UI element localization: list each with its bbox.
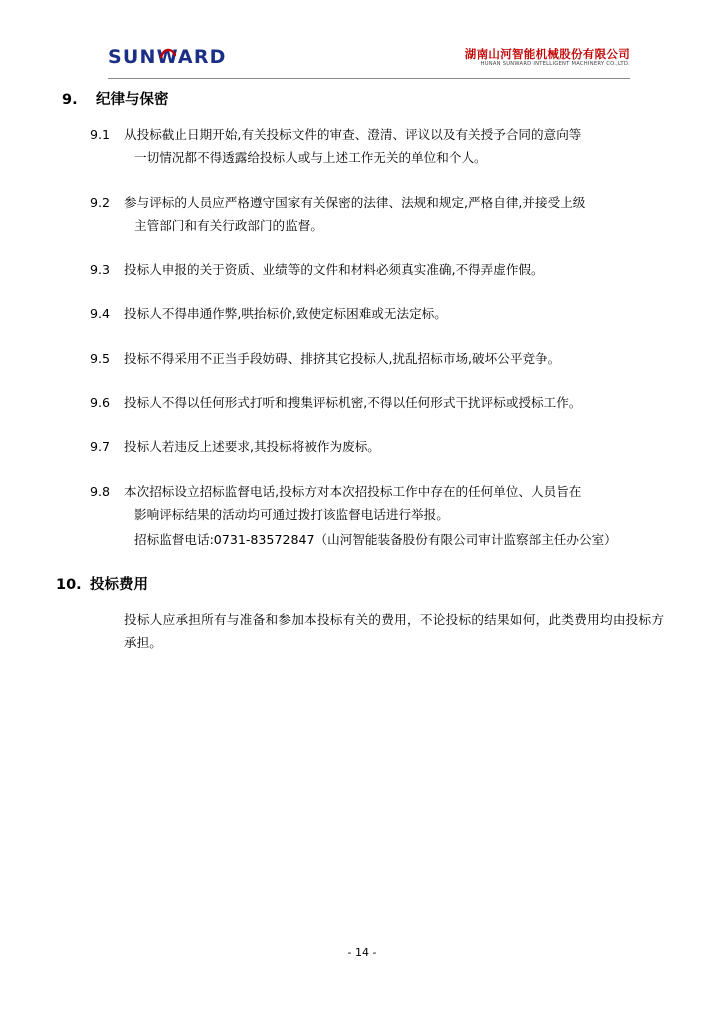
company-logo (108, 48, 227, 67)
clause-number: 9.1 (90, 127, 111, 142)
clause-text (124, 391, 666, 414)
clause-line: 主管部门和有关行政部门的监督。 (134, 217, 323, 233)
clause-9-4 (62, 302, 666, 325)
company-name-block (465, 48, 630, 68)
clause-9-7 (62, 435, 666, 458)
swoosh-icon (160, 46, 176, 62)
company-name-cn: 湖南山河智能机械股份有限公司 (464, 47, 630, 61)
clause-line: 投标人不得以任何形式打听和搜集评标机密,不得以任何形式干扰评标或授标工作。 (124, 395, 582, 411)
document-body (56, 88, 666, 655)
page-number: - 14 - (347, 946, 377, 959)
clause-text (124, 347, 666, 370)
section-heading-10 (56, 573, 666, 594)
clause-line: 本次招标设立招标监督电话,投标方对本次招投标工作中存在的任何单位、人员旨在 (124, 483, 582, 499)
section-9-title: 纪律与保密 (96, 92, 169, 108)
clause-line: 投标人不得串通作弊,哄抬标价,致使定标困难或无法定标。 (124, 306, 447, 322)
clause-9-6 (62, 391, 666, 414)
clause-number: 9.2 (90, 194, 111, 210)
logo-wordmark: SUNWARD (108, 46, 227, 68)
section-9-number: 9. (62, 92, 78, 108)
clause-number: 9.3 (90, 262, 111, 278)
clause-9-2 (62, 191, 666, 238)
clause-line: 投标人申报的关于资质、业绩等的文件和材料必须真实准确,不得弄虚作假。 (124, 262, 544, 278)
clause-line: 影响评标结果的活动均可通过拨打该监督电话进行举报。 (134, 506, 449, 522)
clause-line: 一切情况都不得透露给投标人或与上述工作无关的单位和个人。 (134, 150, 487, 166)
clause-text (124, 480, 666, 552)
clause-number: 9.4 (90, 306, 111, 322)
clause-9-8 (62, 480, 666, 552)
section-heading-9 (62, 88, 666, 109)
clause-line: 投标不得采用不正当手段妨碍、排挤其它投标人,扰乱招标市场,破坏公平竞争。 (124, 350, 561, 366)
company-name-en: HUNAN SUNWARD INTELLIGENT MACHINERY CO.,LTD. (480, 61, 630, 68)
clause-9-5 (62, 347, 666, 370)
supervision-phone-line: 招标监督电话:0731-83572847（山河智能装备股份有限公司审计监察部主任办公室） (134, 532, 617, 548)
clause-line: 投标人若违反上述要求,其投标将被作为废标。 (124, 439, 380, 455)
page-header (108, 48, 630, 82)
clause-number: 9.5 (90, 350, 111, 366)
section-10-paragraph (124, 608, 664, 656)
page-footer (0, 946, 724, 959)
clause-line: 从投标截止日期开始,有关投标文件的审查、澄清、评议以及有关授予合同的意向等 (124, 127, 582, 142)
clause-line: 参与评标的人员应严格遵守国家有关保密的法律、法规和规定,严格自律,并接受上级 (124, 194, 586, 210)
clause-text (124, 191, 666, 238)
clause-number: 9.6 (90, 395, 111, 411)
clause-text (124, 123, 666, 170)
clause-text (124, 302, 666, 325)
clause-number: 9.7 (90, 439, 111, 455)
clause-9-3 (62, 258, 666, 281)
section-10-title: 投标费用 (90, 576, 148, 593)
clause-9-1 (62, 123, 666, 170)
clause-text (124, 258, 666, 281)
paragraph-text: 投标人应承担所有与准备和参加本投标有关的费用，不论投标的结果如何，此类费用均由投标方承担。 (124, 611, 664, 651)
clause-text (124, 435, 666, 458)
section-10-number: 10. (56, 576, 82, 593)
header-divider (108, 78, 630, 79)
clause-number: 9.8 (90, 483, 111, 499)
